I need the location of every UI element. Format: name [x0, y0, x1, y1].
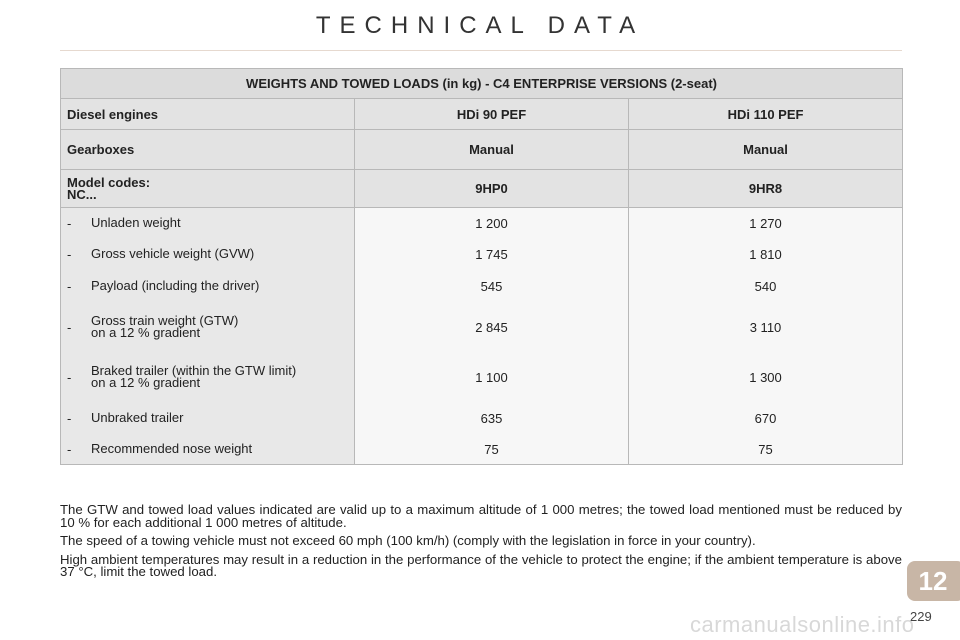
list-item: - Gross vehicle weight (GVW)	[67, 246, 255, 262]
spec-label-line: Model codes:	[67, 174, 151, 190]
watermark: carmanualsonline.info	[690, 612, 915, 637]
weights-labels-column	[61, 208, 355, 465]
spec-label: Gearboxes	[61, 130, 355, 170]
table-cell: 1 745	[475, 246, 508, 262]
notes	[60, 504, 902, 585]
table-cell: 540	[754, 278, 777, 294]
hdi90-values-column	[355, 208, 629, 465]
chapter-badge: 12	[907, 561, 960, 601]
table-cell: 1 300	[749, 369, 782, 385]
list-item: - Payload (including the driver)	[67, 278, 260, 294]
table-cell: 75	[484, 441, 499, 457]
table-cell: 635	[480, 410, 503, 426]
table-cell: 1 200	[475, 215, 508, 231]
weights-table	[60, 68, 903, 465]
table-heading: WEIGHTS AND TOWED LOADS (in kg) - C4 ENTERPRISE VERSIONS (2-seat)	[61, 69, 903, 99]
list-item: - Recommended nose weight	[67, 441, 253, 457]
spec-value: HDi 90 PEF	[355, 99, 629, 130]
page-number: 229	[910, 609, 932, 624]
table-cell: 2 845	[475, 319, 508, 335]
list-item: - Gross train weight (GTW) on a 12 % gradient	[67, 313, 239, 340]
table-cell: 1 270	[749, 215, 782, 231]
note-paragraph: The GTW and towed load values indicated are valid up to a maximum altitude of 1 000 metres; the towed load mentioned must be reduced by 10 % for each additional 1 000 metres of altitude.	[60, 502, 902, 530]
table-cell: 75	[758, 441, 773, 457]
spec-value: 9HR8	[629, 170, 903, 208]
table-heading-row	[61, 69, 903, 99]
list-item: - Unbraked trailer	[67, 410, 184, 426]
table-cell: 545	[480, 278, 503, 294]
spec-label-line: NC...	[67, 186, 97, 202]
spec-label: Diesel engines	[61, 99, 355, 130]
spec-value: HDi 110 PEF	[629, 99, 903, 130]
note-paragraph: The speed of a towing vehicle must not exceed 60 mph (100 km/h) (comply with the legislation in force in your country).	[60, 533, 756, 548]
page-title: TECHNICAL DATA	[315, 12, 645, 39]
spec-value: Manual	[629, 130, 903, 170]
hdi110-values-column	[629, 208, 903, 465]
spec-row-engines	[61, 99, 903, 130]
spec-row-gearboxes	[61, 130, 903, 170]
table-cell: 1 100	[475, 369, 508, 385]
note-paragraph: High ambient temperatures may result in a reduction in the performance of the vehicle to protect the engine; if the ambient temperature is above 37 °C, limit the towed load.	[60, 551, 902, 579]
table-cell: 1 810	[749, 246, 782, 262]
spec-label	[61, 170, 355, 208]
spec-value: 9HP0	[355, 170, 629, 208]
table-cell: 670	[754, 410, 777, 426]
list-item: - Braked trailer (within the GTW limit) on a 12 % gradient	[67, 363, 297, 390]
title-divider	[60, 50, 902, 51]
spec-row-model-codes	[61, 170, 903, 208]
list-item: - Unladen weight	[67, 215, 181, 231]
weights-body	[61, 208, 903, 465]
table-cell: 3 110	[749, 319, 782, 335]
spec-value: Manual	[355, 130, 629, 170]
